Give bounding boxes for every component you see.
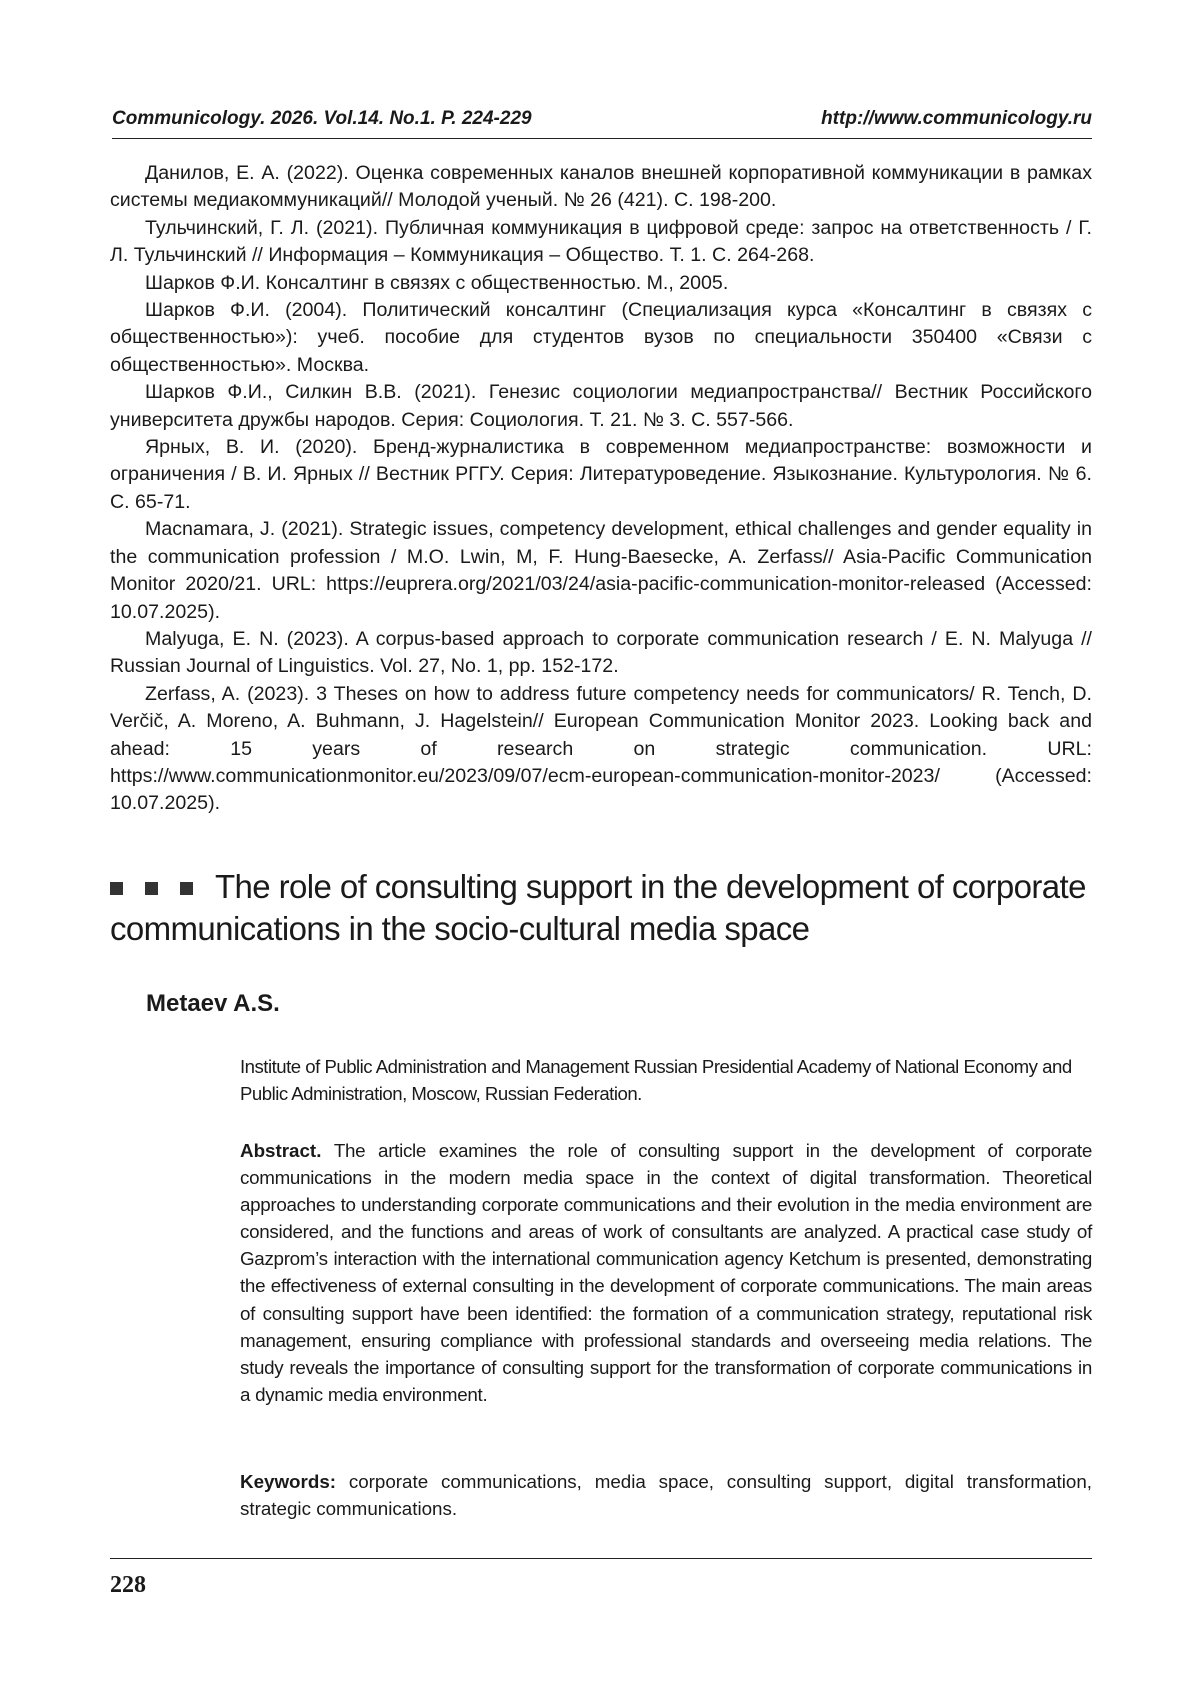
- reference-item: Malyuga, E. N. (2023). A corpus-based approach to corporate communication research / E. N. Malyuga // Russian Journal of Linguistics. Vol. 27, No. 1, pp. 152-172.: [110, 627, 1092, 678]
- abstract: [240, 1137, 1092, 1408]
- footer-divider: [110, 1558, 1092, 1559]
- reference-item: Шарков Ф.И., Силкин В.В. (2021). Генезис социологии медиапространства// Вестник Российского университета дружбы народов. Серия: Социология. Т. 21. № 3. С. 557-566.: [110, 381, 1092, 431]
- square-bullet-icon: [110, 882, 123, 895]
- reference-item: Macnamara, J. (2021). Strategic issues, competency development, ethical challenges and gender equality in the communication profession / M.O. Lwin, M, F. Hung-Baesecke, A. Zerfass// Asia-Pacific Communication Monitor 2020/21. URL: https://euprera.org/2021/03/24/asia-pacific-communication-monitor-released (Accessed: 10.07.2025).: [110, 518, 1092, 623]
- square-bullet-icon: [180, 882, 193, 895]
- page-number: 228: [110, 1572, 146, 1598]
- reference-item: Данилов, Е. А. (2022). Оценка современных каналов внешней корпоративной коммуникации в рамках системы медиакоммуникаций// Молодой ученый. № 26 (421). С. 198-200.: [110, 162, 1092, 212]
- author-affiliation: Institute of Public Administration and Management Russian Presidential Academy of National Economy and Public Administration, Moscow, Russian Federation.: [240, 1056, 1072, 1104]
- keywords-label: Keywords:: [240, 1471, 337, 1492]
- square-bullet-icon: [145, 882, 158, 895]
- journal-citation: Communicology. 2026. Vol.14. No.1. P. 224-229: [112, 108, 532, 129]
- keywords-text: corporate communications, media space, consulting support, digital transformation, strategic communications.: [240, 1471, 1092, 1520]
- author-name: Metaev A.S.: [146, 990, 280, 1017]
- reference-item: Шарков Ф.И. Консалтинг в связях с общественностью. М., 2005.: [145, 271, 729, 294]
- reference-item: Тульчинский, Г. Л. (2021). Публичная коммуникация в цифровой среде: запрос на ответственность / Г. Л. Тульчинский // Информация – Коммуникация – Общество. Т. 1. С. 264-268.: [110, 216, 1092, 267]
- reference-item: Zerfass, A. (2023). 3 Theses on how to address future competency needs for communicators/ R. Tench, D. Verčič, A. Moreno, A. Buhmann, J. Hagelstein// European Communication Monitor 2023. Looking back and ahead: 15 years of research on strategic communication. URL: https://www.communicationmonitor.eu/2023/09/07/ecm-european-communication-monitor-2023/ (Accessed: 10.07.2025).: [110, 682, 1092, 815]
- abstract-label: Abstract.: [240, 1140, 322, 1161]
- reference-item: Ярных, В. И. (2020). Бренд-журналистика в современном медиапространстве: возможности и ограничения / В. И. Ярных // Вестник РГГУ. Серия: Литературоведение. Языкознание. Культурология. № 6. С. 65-71.: [110, 436, 1092, 513]
- keywords: [240, 1468, 1092, 1522]
- reference-list: [110, 160, 1092, 818]
- abstract-text: The article examines the role of consulting support in the development of corporate communications in the modern media space in the context of digital transformation. Theoretical approaches to understanding corporate communications and their evolution in the media environment are considered, and the functions and areas of work of consultants are analyzed. A practical case study of Gazprom’s interaction with the international communication agency Ketchum is presented, demonstrating the effectiveness of external consulting in the development of corporate communications. The main areas of consulting support have been identified: the formation of a communication strategy, reputational risk management, ensuring compliance with professional standards and overseeing media relations. The study reveals the importance of consulting support for the transformation of corporate communications in a dynamic media environment.: [240, 1140, 1092, 1405]
- journal-url: http://www.communicology.ru: [821, 108, 1092, 129]
- running-header: [112, 104, 1092, 139]
- article-title-text: The role of consulting support in the development of corporate communications in the socio-cultural media space: [110, 868, 1086, 947]
- article-title: [110, 866, 1095, 950]
- reference-item: Шарков Ф.И. (2004). Политический консалтинг (Специализация курса «Консалтинг в связях с общественностью»): учеб. пособие для студентов вузов по специальности 350400 «Связи с общественностью». Москва.: [110, 299, 1092, 376]
